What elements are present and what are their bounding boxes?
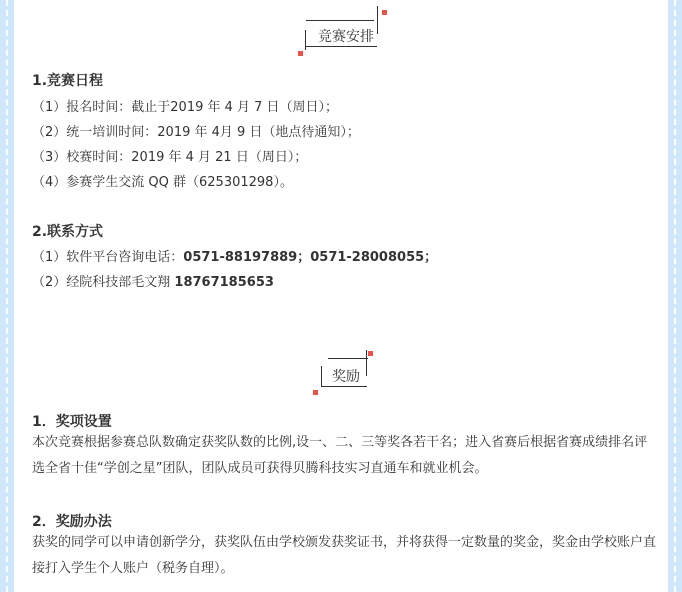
- subheading-award-method: 2．奖励办法: [32, 514, 112, 530]
- award-setting-text: 本次竞赛根据参赛总队数确定获奖队数的比例,设一、二、三等奖各若干名；进入省赛后根据省赛成绩排名评选全省十佳“学创之星”团队，团队成员可获得贝腾科技实习直通车和就业机会。: [32, 435, 648, 476]
- contact-label: （2）经院科技部毛文翔: [32, 275, 175, 290]
- section-title: 奖励: [332, 369, 360, 385]
- contact-item: [32, 246, 437, 265]
- heading-accent-dot: [382, 10, 387, 15]
- heading-accent-dot: [368, 351, 373, 356]
- subheading-schedule: 1.竞赛日程: [32, 73, 104, 89]
- heading-bottom-rule: [321, 386, 367, 387]
- heading-bottom-rule: [305, 46, 377, 47]
- schedule-item: （1）报名时间：截止于2019 年 4 月 7 日（周日）；: [32, 100, 339, 115]
- contact-label: （1）软件平台咨询电话：: [32, 250, 184, 265]
- subheading-award-setting: 1．奖项设置: [32, 414, 112, 430]
- phone-number: 18767185653: [174, 275, 274, 290]
- phone-numbers: 0571-88197889；0571-28008055；: [183, 250, 438, 265]
- schedule-item: （3）校赛时间：2019 年 4 月 21 日（周日）；: [32, 150, 308, 165]
- heading-accent-dot: [298, 51, 303, 56]
- heading-accent-dot: [313, 390, 318, 395]
- section-heading-schedule: [32, 0, 660, 50]
- right-dashed-border: [668, 0, 682, 592]
- schedule-item: （4）参赛学生交流 QQ 群（625301298）。: [32, 175, 293, 190]
- heading-top-rule: [306, 20, 374, 21]
- award-method-text: 获奖的同学可以申请创新学分，获奖队伍由学校颁发获奖证书，并将获得一定数量的奖金，奖金由学校账户直接打入学生个人账户（税务自理）。: [32, 535, 657, 576]
- section-heading-award: [32, 346, 660, 396]
- contact-item: [32, 271, 274, 290]
- heading-top-rule: [328, 358, 368, 359]
- left-dashed-border: [0, 0, 14, 592]
- section-title: 竞赛安排: [318, 29, 374, 45]
- schedule-item: （2）统一培训时间：2019 年 4月 9 日（地点待通知）；: [32, 125, 360, 140]
- document-content: [32, 0, 660, 592]
- subheading-contact: 2.联系方式: [32, 224, 104, 240]
